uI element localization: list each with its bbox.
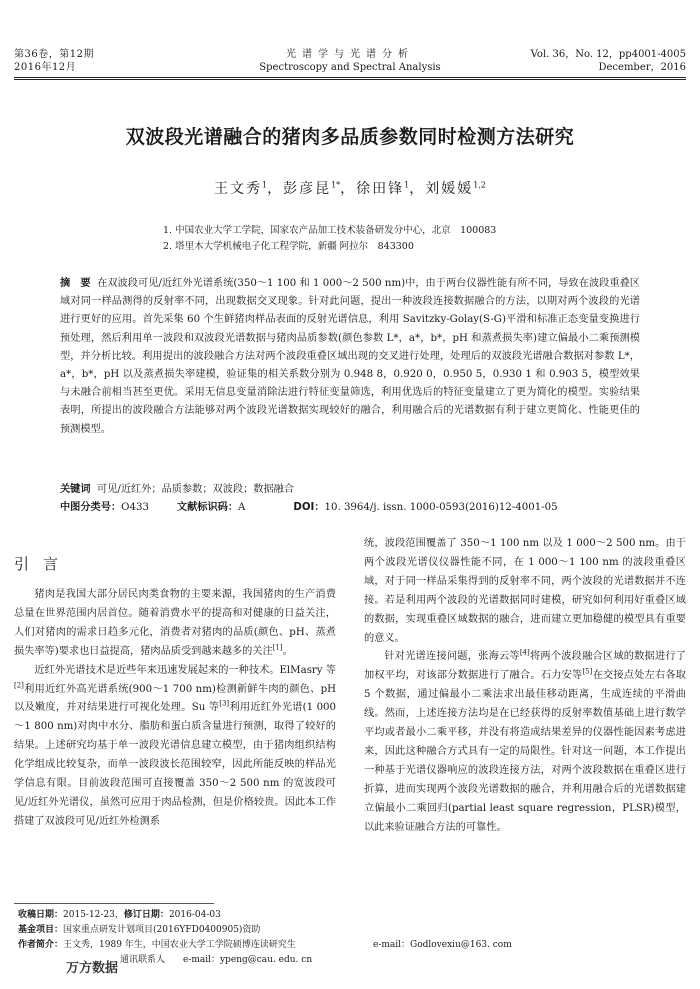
body-paragraph (14, 662, 336, 832)
received-date: 2015-12-23， (63, 910, 124, 920)
clc-label: 中图分类号： (60, 502, 122, 513)
paragraph-text: 猪肉是我国大部分居民肉类食物的主要来源，我国猪肉的生产消费总量在世界范围内居首位。随着消费水平的提高和对健康的日益关注，人们对猪肉的需求日趋多元化，消费者对猪肉的品质(颜色、pH、蒸煮损失率等)要求也日益提高，猪肉品质受到越来越多的关注 (14, 589, 336, 657)
header-volume-en (531, 48, 686, 74)
abstract-text: 在双波段可见/近红外光谱系统(350～1 100 和 1 000～2 500 nm)中，由于两台仪器性能有所不同，导致在波段重叠区域对同一样品测得的反射率不同，出现数据交叉现象。针对此问题，提出一种波段连接数据融合的方法，以期对两个波段的光谱进行更好的应用。首先采集 60 个生鲜猪肉样品表面的反射光谱信息，利用 Savitzky-Golay(S-G)平滑和标准正态变量变换进行预处理，然后利用单一波段和双波段光谱数据与猪肉品质参数(颜色参数 L*，a*，b*，pH 和蒸煮损失率)建立偏最小二乘预测模型，并分析比较。利用提出的波段融合方法对两个波段重叠区域出现的交叉进行处理，处理后的双波段光谱融合数据对参数 L*，a*，b*，pH 以及蒸煮损失率建模，验证集的相关系数分别为 0.948 8，0.920 0，0.950 5，0.930 1 和 0.903 5，模型效果与未融合前相当甚至更优。采用无信息变量消除法进行特征变量筛选，利用优选后的特征变量建立了更为简化的模型。实验结果表明，所提出的波段融合方法能够对两个波段光谱数据实现较好的融合，利用融合后的光谱数据有利于建立更简化、性能更佳的预测模型。 (60, 278, 640, 435)
section-title: 引言 (14, 555, 73, 573)
citation: [5] (582, 667, 593, 676)
fund-label: 基金项目： (18, 925, 64, 935)
body-column-right (364, 535, 686, 838)
revised-date: 2016-04-03 (168, 910, 221, 920)
classification-line (60, 498, 660, 513)
abstract (60, 275, 640, 439)
author-email: e-mail：Godlovexiu@163. com (373, 940, 512, 950)
revised-label: 修订日期： (123, 910, 169, 920)
body-column-left (14, 586, 336, 832)
date-cn: 2016年12月 (14, 62, 77, 73)
fund-text: 国家重点研发计划项目(2016YFD0400905)资助 (63, 925, 261, 935)
author-affiliation-mark: 1 (404, 180, 410, 190)
doi-value: 10. 3964/j. issn. 1000-0593(2016)12-4001-05 (324, 502, 558, 513)
volume-cn: 第36卷，第12期 (14, 49, 94, 60)
abstract-label: 摘 要 (60, 278, 91, 289)
header-volume (14, 48, 94, 74)
author-affiliation-mark: 1* (331, 180, 341, 190)
body-paragraph (14, 586, 336, 662)
doc-code-value: A (238, 502, 246, 513)
paragraph-text: 针对光谱连接问题，张海云等 (384, 651, 520, 663)
author-name: 刘媛媛 (425, 181, 474, 197)
footnote-dates (18, 908, 221, 922)
citation: [1] (272, 643, 283, 652)
affiliation: 1. 中国农业大学工学院，国家农产品加工技术装备研发分中心，北京 100083 (163, 225, 497, 236)
keywords (60, 480, 294, 495)
paragraph-text: 将两个波段融合区域的数据进行了加权平均，对该部分数据进行了融合。石力安等 (364, 651, 687, 682)
keywords-label: 关键词 (60, 484, 91, 495)
footnote-author-bio (18, 938, 678, 952)
received-label: 收稿日期： (18, 910, 64, 920)
header-rule (14, 77, 686, 78)
paper-title: 双波段光谱融合的猪肉多品质参数同时检测方法研究 (125, 126, 575, 148)
author-affiliation-mark: 1,2 (473, 180, 486, 190)
author-name: 王文秀 (213, 181, 262, 197)
paragraph-text: 近红外光谱技术是近些年来迅速发展起来的一种技术。ElMasry 等 (34, 664, 336, 676)
date-en: December，2016 (598, 62, 686, 73)
doc-code-label: 文献标识码： (176, 502, 239, 513)
author-affiliation-mark: 1 (261, 180, 268, 190)
bio-text: 王文秀，1989 年生，中国农业大学工学院硕博连读研究生 (63, 940, 296, 950)
body-paragraph (364, 648, 686, 837)
keywords-text: 可见/近红外；品质参数；双波段；数据融合 (97, 484, 295, 495)
author-name: 徐田锋 (356, 181, 405, 197)
header-rule (14, 79, 686, 80)
author-list: 王文秀$^1$，彭彦昆$^{1*}$，徐田锋$^1$，刘媛媛$^{1,2}$ (213, 180, 486, 197)
paragraph-text: 。 (282, 645, 293, 657)
citation: [4] (519, 649, 530, 658)
footnote-rule (14, 903, 214, 904)
citation: [2] (14, 681, 24, 690)
wanfang-watermark: 万方数据 (66, 961, 119, 976)
paragraph-text: 利用近红外高光谱系统(900～1 700 nm)检测新鲜牛肉的颜色、pH 以及嫩度，并对结果进行可视化处理。Su 等 (14, 683, 336, 714)
paragraph-text: 在交接点处左右各取 5 个数据，通过偏最小二乘法求出最佳移动距离，生成连续的平滑曲线。然而，上述连接方法均是在已经获得的反射率数值基础上进行数学平均或者最小二乘平移，并没有将造成结果差异的仪器性能因素考虑进来，因此这种融合方式具有一定的局限性。针对这一问题，本工作提出一种基于光谱仪器响应的波段连接方法，对两个波段数据在重叠区进行折算，进而实现两个波段光谱数据的融合，并利用融合后的光谱数据建立偏最小二乘回归(partial least square regression，PLSR)模型，以此来验证融合方法的可靠性。 (364, 670, 686, 833)
clc-value: O433 (121, 502, 149, 513)
footnote-fund (18, 923, 260, 937)
doi-label: DOI： (293, 502, 325, 513)
author-name: 彭彦昆 (283, 181, 332, 197)
footnote-corresponding: 通讯联系人 e-mail：ypeng@cau. edu. cn (120, 955, 313, 965)
journal-name-cn: 光谱学与光谱分析 (286, 49, 414, 60)
volume-en: Vol. 36，No. 12，pp4001-4005 (530, 49, 686, 60)
journal-name-en: Spectroscopy and Spectral Analysis (259, 62, 441, 73)
header-journal (200, 48, 500, 74)
citation: [3] (219, 700, 230, 709)
affiliation: 2. 塔里木大学机械电子化工程学院，新疆 阿拉尔 843300 (163, 241, 414, 252)
bio-label: 作者简介： (18, 940, 64, 950)
paragraph-text: 利用近红外光谱(1 000～1 800 nm)对肉中水分、脂肪和蛋白质含量进行预测，取得了较好的结果。上述研究均基于单一波段光谱信息建立模型，由于猪肉组织结构化学组成比较复杂，而单一波段波长范围较窄，因此所能反映的样品光学信息有限。目前波段范围可直接覆盖 350～2 500 nm 的宽波段可见/近红外光谱仪，虽然可应用于肉品检测，但是价格较贵。因此本工作搭建了双波段可见/近红外检测系 (14, 702, 337, 827)
body-paragraph: 统，波段范围覆盖了 350～1 100 nm 以及 1 000～2 500 nm。由于两个波段光谱仪仪器性能不同，在 1 000～1 100 nm 的波段重叠区域，对于同一样品采集得到的反射率不同，两个波段的光谱数据并不连接。若是利用两个波段的光谱数据同时建模，研究如何利用好重叠区域的数据，实现重叠区域数据的融合，进而建立更加稳健的模型具有重要的意义。 (364, 538, 686, 644)
